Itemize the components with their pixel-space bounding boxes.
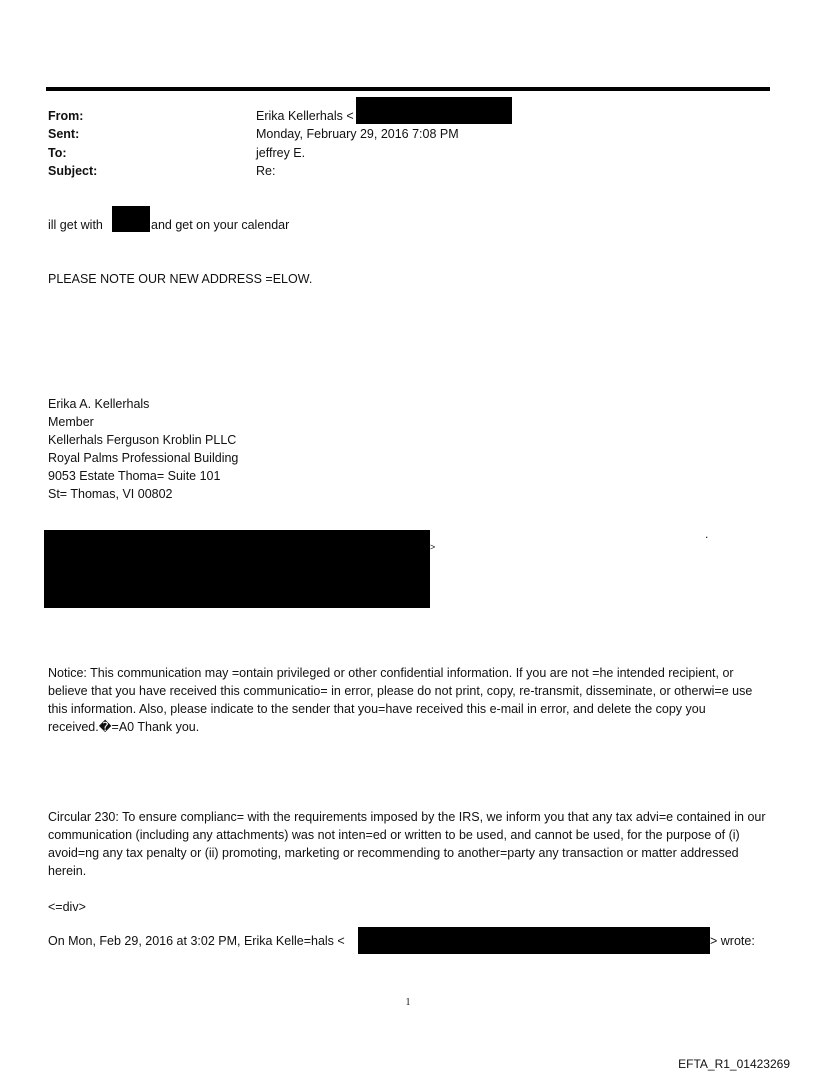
to-value: jeffrey E. [256,146,306,160]
to-label: To: [48,146,67,160]
header-rule [46,87,770,91]
sent-label: Sent: [48,127,80,141]
redaction-name [112,206,150,232]
redaction-quoted-email [358,927,710,954]
from-label: From: [48,109,84,123]
quoted-header-start: On Mon, Feb 29, 2016 at 3:02 PM, Erika Kelle=hals < [48,934,345,948]
redaction-glyph: > [430,542,436,552]
confidentiality-notice: Notice: This communication may =ontain privileged or other confidential information. If you are not =he intended recipient, or believe that you have received this communicatio= in error, please do not print, copy, re-transmit, disseminate, or otherwi=e use this information. Also, please indicate to the sender that you=have received this e-mail in error, and delete the copy you received.�=A0 Thank you. [48,666,753,734]
from-value: Erika Kellerhals < [256,109,354,123]
div-tag-text: <=div> [48,900,86,914]
redaction-contact-block [44,530,430,608]
stray-dot: . [705,527,709,541]
signature-line: Member [48,415,94,429]
sent-value: Monday, February 29, 2016 7:08 PM [256,127,459,141]
circular-230-notice: Circular 230: To ensure complianc= with the requirements imposed by the IRS, we inform you that any tax advi=e contained in our communication (including any attachments) was not inten=ed or written to be used, and cannot be used, for the purpose of (i) avoid=ng any tax penalty or (ii) promoting, marketing or recommending to another=party any transaction or matter addressed herein. [48,810,766,878]
quoted-header-end: > wrote: [710,934,755,948]
signature-line: Erika A. Kellerhals [48,397,150,411]
signature-line: Kellerhals Ferguson Kroblin PLLC [48,433,237,447]
signature-line: Royal Palms Professional Building [48,451,239,465]
page-number: 1 [405,997,411,1008]
signature-block [48,395,238,503]
subject-label: Subject: [48,164,98,178]
subject-value: Re: [256,164,276,178]
bates-number: EFTA_R1_01423269 [678,1057,790,1071]
address-note: PLEASE NOTE OUR NEW ADDRESS =ELOW. [48,272,313,286]
signature-line: 9053 Estate Thoma= Suite 101 [48,469,221,483]
signature-line: St= Thomas, VI 00802 [48,487,173,501]
redaction-from-email [356,97,512,124]
body-line-1-end: and get on your calendar [151,218,290,232]
body-line-1-start: ill get with [48,218,103,232]
